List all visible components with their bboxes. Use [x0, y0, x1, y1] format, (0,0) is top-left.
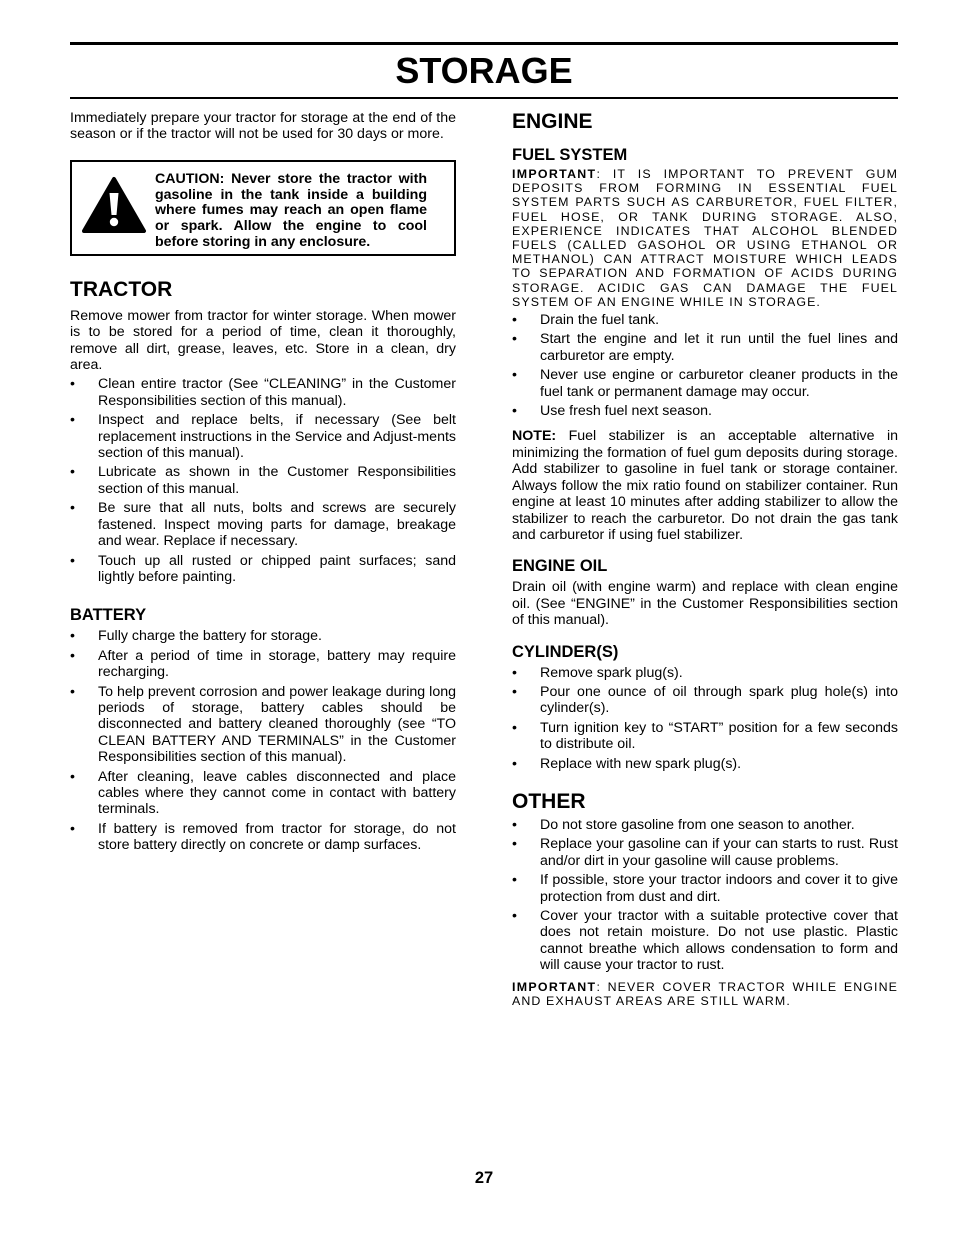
bullet: • — [70, 820, 75, 837]
list-item — [512, 367, 898, 400]
important-text: : NEVER COVER TRACTOR WHILE ENGINE AND EXHAUST AREAS ARE STILL WARM. — [512, 979, 898, 1008]
bullet: • — [70, 628, 75, 645]
list-item — [512, 836, 898, 869]
list-item — [70, 628, 456, 644]
list-item-text: Lubricate as shown in the Customer Responsibilities section of this manual. — [98, 464, 456, 497]
bullet: • — [512, 312, 517, 329]
tractor-heading: TRACTOR — [70, 277, 173, 301]
bullet: • — [70, 768, 75, 785]
important-text: : IT IS IMPORTANT TO PREVENT GUM DEPOSITS FROM FORMING IN ESSENTIAL FUEL SYSTEM PARTS SUCH AS CARBURETOR, FUEL FILTER, FUEL HOSE, OR TANK DURING STORAGE. ALSO, EXPERIENCE INDICATES THAT ALCOHOL BLENDED FUELS (CALLED GASOHOL OR USING ETHANOL OR METHANOL) CAN ATTRACT MOISTURE WHICH LEADS TO SEPARATION AND FORMATION OF ACIDS DURING STORAGE. ACIDIC GAS CAN DAMAGE THE FUEL SYSTEM OF AN ENGINE WHILE IN STORAGE. — [512, 167, 898, 309]
page-title: STORAGE — [395, 50, 573, 91]
engine-oil-heading: ENGINE OIL — [512, 557, 608, 576]
bullet: • — [512, 755, 517, 772]
cylinders-heading: CYLINDER(S) — [512, 642, 619, 661]
intro-paragraph: Immediately prepare your tractor for storage at the end of the season or if the tractor will not be used for 30 days or more. — [70, 110, 456, 143]
list-item — [512, 872, 898, 905]
list-item-text: Pour one ounce of oil through spark plug hole(s) into cylinder(s). — [540, 683, 898, 717]
list-item-text: Turn ignition key to “START” position for a few seconds to distribute oil. — [540, 719, 898, 753]
important-label: IMPORTANT — [512, 167, 597, 181]
list-item-text: Touch up all rusted or chipped paint surfaces; sand lightly before painting. — [98, 552, 456, 585]
bullet: • — [70, 376, 75, 393]
list-item-text: Inspect and replace belts, if necessary (See belt replacement instructions in the Service and Adjust-ments section of this manual). — [98, 412, 456, 462]
bullet: • — [512, 816, 517, 833]
bullet: • — [512, 664, 517, 681]
list-item — [70, 500, 456, 549]
left-column — [70, 110, 456, 854]
list-item-text: Start the engine and let it run until the fuel lines and carburetor are empty. — [540, 331, 898, 364]
fuel-note — [512, 428, 898, 543]
bullet: • — [70, 647, 75, 664]
bullet: • — [70, 552, 75, 569]
list-item — [512, 331, 898, 364]
list-item-text: To help prevent corrosion and power leakage during long periods of storage, battery cables should be disconnected and battery cleaned thoroughly (see “TO CLEAN BATTERY AND TERMINALS” in the Customer Responsibilities section of this manual). — [98, 683, 456, 766]
list-item — [512, 720, 898, 753]
note-text: Fuel stabilizer is an acceptable alternative in minimizing the formation of fuel gum deposits during storage. Add stabilizer to gasoline in fuel tank or storage container. Always follow the mix ratio found on stabilizer container. Run engine at least 10 minutes after adding stabilizer to allow the stabilizer to reach the carburetor. Do not drain the gas tank and carburetor if using fuel stabilizer. — [512, 428, 898, 543]
other-heading: OTHER — [512, 789, 586, 813]
important-label: IMPORTANT — [512, 979, 597, 994]
title-underline — [70, 97, 898, 99]
fuel-list — [512, 312, 898, 419]
other-list — [512, 817, 898, 974]
note-label: NOTE: — [512, 428, 557, 445]
list-item — [70, 376, 456, 409]
list-item — [70, 769, 456, 818]
top-rule — [70, 42, 898, 45]
list-item-text: Be sure that all nuts, bolts and screws are securely fastened. Inspect moving parts for damage, breakage and wear. Replace if necessary. — [98, 500, 456, 550]
list-item — [512, 684, 898, 717]
caution-box — [70, 160, 456, 256]
bullet: • — [70, 683, 75, 700]
bullet: • — [512, 719, 517, 736]
list-item-text: Do not store gasoline from one season to another. — [540, 816, 855, 833]
warning-triangle-icon — [81, 176, 147, 239]
right-column — [512, 110, 898, 1008]
bullet: • — [512, 331, 517, 348]
list-item-text: Use fresh fuel next season. — [540, 403, 712, 420]
list-item-text: Replace your gasoline can if your can starts to rust. Rust and/or dirt in your gasoline will cause problems. — [540, 836, 898, 869]
other-important-notice — [512, 980, 898, 1008]
page-number: 27 — [474, 1169, 494, 1187]
battery-list — [70, 628, 456, 853]
bullet: • — [70, 412, 75, 429]
list-item — [512, 908, 898, 974]
list-item-text: Never use engine or carburetor cleaner products in the fuel tank or permanent damage may occur. — [540, 367, 898, 400]
list-item — [70, 464, 456, 497]
bullet: • — [512, 872, 517, 889]
list-item-text: If possible, store your tractor indoors and cover it to give protection from dust and dirt. — [540, 872, 898, 905]
bullet: • — [512, 683, 517, 700]
caution-text: CAUTION: Never store the tractor with gasoline in the tank inside a building where fumes may reach an open flame or spark. Allow the engine to cool before storing in any enclosure. — [155, 170, 427, 250]
bullet: • — [512, 367, 517, 384]
tractor-list — [70, 376, 456, 585]
fuel-system-heading: FUEL SYSTEM — [512, 146, 628, 164]
list-item — [70, 821, 456, 854]
bullet: • — [512, 908, 517, 924]
list-item — [512, 665, 898, 681]
list-item — [70, 648, 456, 681]
list-item-text: After a period of time in storage, battery may require recharging. — [98, 647, 456, 681]
list-item-text: Fully charge the battery for storage. — [98, 628, 322, 645]
bullet: • — [70, 500, 75, 517]
list-item — [512, 403, 898, 419]
engine-heading: ENGINE — [512, 110, 593, 133]
cylinder-list — [512, 665, 898, 772]
list-item — [512, 756, 898, 772]
bullet: • — [512, 836, 517, 853]
engine-oil-text: Drain oil (with engine warm) and replace with clean engine oil. (See “ENGINE” in the Customer Responsibilities section of this manual). — [512, 579, 898, 629]
battery-heading: BATTERY — [70, 606, 147, 625]
bullet: • — [70, 464, 75, 481]
tractor-intro: Remove mower from tractor for winter storage. When mower is to be stored for a period of time, clean it thoroughly, remove all dirt, grease, leaves, etc. Store in a clean, dry area. — [70, 307, 456, 374]
list-item-text: Drain the fuel tank. — [540, 312, 660, 329]
list-item — [70, 412, 456, 461]
list-item-text: Replace with new spark plug(s). — [540, 755, 742, 772]
list-item — [512, 817, 898, 833]
fuel-important-notice — [512, 167, 898, 309]
list-item-text: Cover your tractor with a suitable protective cover that does not retain moisture. Do not use plastic. Plastic cannot breathe which allows condensation to form and will cause your tractor to rust. — [540, 908, 898, 974]
list-item-text: After cleaning, leave cables disconnected and place cables where they cannot come in contact with battery terminals. — [98, 768, 456, 818]
list-item — [70, 553, 456, 586]
list-item-text: If battery is removed from tractor for storage, do not store battery directly on concrete or damp surfaces. — [98, 820, 456, 854]
list-item — [70, 684, 456, 766]
list-item-text: Remove spark plug(s). — [540, 664, 683, 681]
bullet: • — [512, 403, 517, 420]
list-item — [512, 312, 898, 328]
list-item-text: Clean entire tractor (See “CLEANING” in the Customer Responsibilities section of this manual). — [98, 376, 456, 409]
